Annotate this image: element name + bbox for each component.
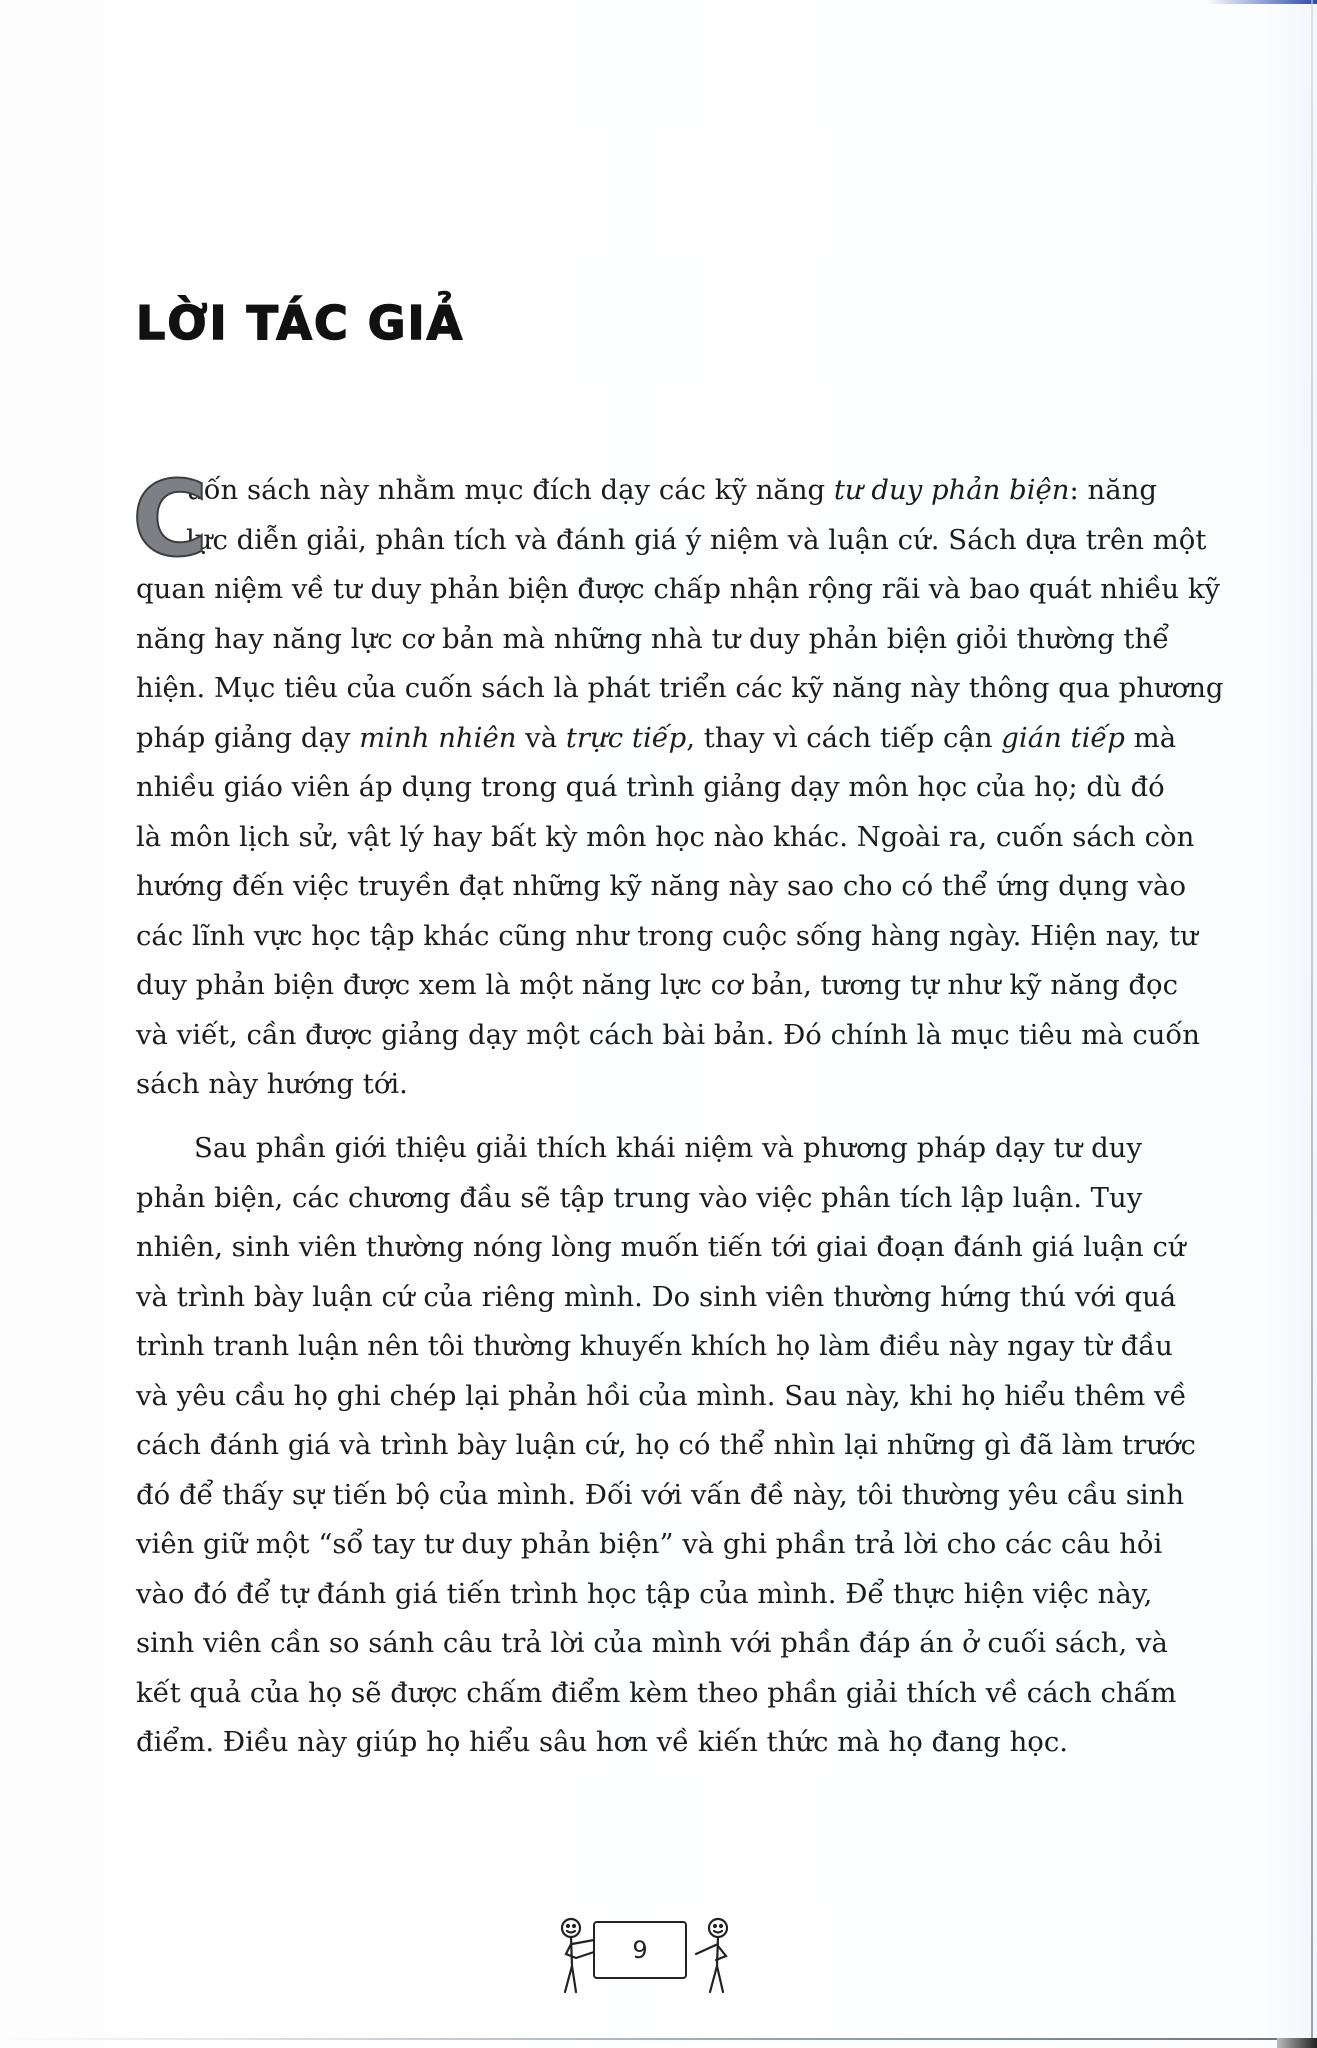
page-number: 9 [632,1936,648,1964]
text-line: là môn lịch sử, vật lý hay bất kỳ môn học nào khác. Ngoài ra, cuốn sách còn [136,820,1195,853]
text-line: năng hay năng lực cơ bản mà những nhà tư duy phản biện giỏi thường thể [136,622,1170,655]
text-line: điểm. Điều này giúp họ hiểu sâu hơn về kiến thức mà họ đang học. [136,1726,1068,1758]
scan-edge-bottom [0,2038,1317,2040]
text-line: và trình bày luận cứ của riêng mình. Do sinh viên thường hứng thú với quá [136,1280,1177,1313]
text-line: duy phản biện được xem là một năng lực cơ bản, tương tự như kỹ năng đọc [136,969,1178,1001]
paragraph-2-lines [136,1124,1196,1768]
scan-edge-top [1207,0,1317,4]
page-footer [552,1906,732,1996]
text-line: pháp giảng dạy minh nhiên và trực tiếp, thay vì cách tiếp cận gián tiếp mà [136,721,1177,754]
text-line: sinh viên cần so sánh câu trả lời của mình với phần đáp án ở cuối sách, và [136,1627,1168,1659]
text-line: lực diễn giải, phân tích và đánh giá ý niệm và luận cứ. Sách dựa trên một [186,523,1207,556]
text-line: cách đánh giá và trình bày luận cứ, họ có thể nhìn lại những gì đã làm trước [136,1429,1196,1461]
text-line: nhiều giáo viên áp dụng trong quá trình giảng dạy môn học của họ; dù đó [136,771,1165,803]
text-line: hướng đến việc truyền đạt những kỹ năng này sao cho có thể ứng dụng vào [136,870,1187,902]
text-line: viên giữ một “sổ tay tư duy phản biện” và ghi phần trả lời cho các câu hỏi [136,1528,1163,1560]
page-number-box [593,1921,687,1979]
stick-figure-left-icon [556,1914,596,1996]
paragraph-1-lines [136,466,1224,1110]
scan-corner-shadow [1277,2038,1317,2048]
text-line: vào đó để tự đánh giá tiến trình học tập của mình. Để thực hiện việc này, [136,1577,1153,1610]
text-line: và yêu cầu họ ghi chép lại phản hồi của mình. Sau này, khi họ hiểu thêm về [136,1379,1187,1412]
text-line: và viết, cần được giảng dạy một cách bài bản. Đó chính là mục tiêu mà cuốn [136,1018,1200,1051]
text-line: Sau phần giới thiệu giải thích khái niệm và phương pháp dạy tư duy [194,1132,1142,1164]
text-line: sách này hướng tới. [136,1068,408,1100]
text-line: trình tranh luận nên tôi thường khuyến khích họ làm điều này ngay từ đầu [136,1330,1173,1362]
text-line: các lĩnh vực học tập khác cũng như trong cuộc sống hàng ngày. Hiện nay, tư [136,919,1198,952]
scan-edge-right [1311,0,1313,2048]
emphasized-term: tư duy phản biện [833,474,1070,506]
text-line: kết quả của họ sẽ được chấm điểm kèm theo phần giải thích về cách chấm [136,1676,1177,1709]
paragraph-2 [136,1124,1196,1768]
text-line: đó để thấy sự tiến bộ của mình. Đối với vấn đề này, tôi thường yêu cầu sinh [136,1478,1185,1511]
drop-cap: C [132,458,209,580]
paragraph-1 [132,458,1224,1110]
text-line: uốn sách này nhằm mục đích dạy các kỹ năng tư duy phản biện: năng [186,474,1157,506]
text-line: hiện. Mục tiêu của cuốn sách là phát triển các kỹ năng này thông qua phương [136,672,1224,704]
text-line: nhiên, sinh viên thường nóng lòng muốn tiến tới giai đoạn đánh giá luận cứ [136,1231,1186,1263]
text-line: phản biện, các chương đầu sẽ tập trung vào việc phân tích lập luận. Tuy [136,1181,1143,1214]
text-line: quan niệm về tư duy phản biện được chấp nhận rộng rãi và bao quát nhiều kỹ [136,573,1221,605]
emphasized-term: gián tiếp [1001,721,1125,754]
emphasized-term: minh nhiên [359,721,517,754]
stick-figure-right-icon [694,1914,734,1996]
emphasized-term: trực tiếp [565,721,687,754]
page-title: LỜI TÁC GIẢ [136,296,465,350]
